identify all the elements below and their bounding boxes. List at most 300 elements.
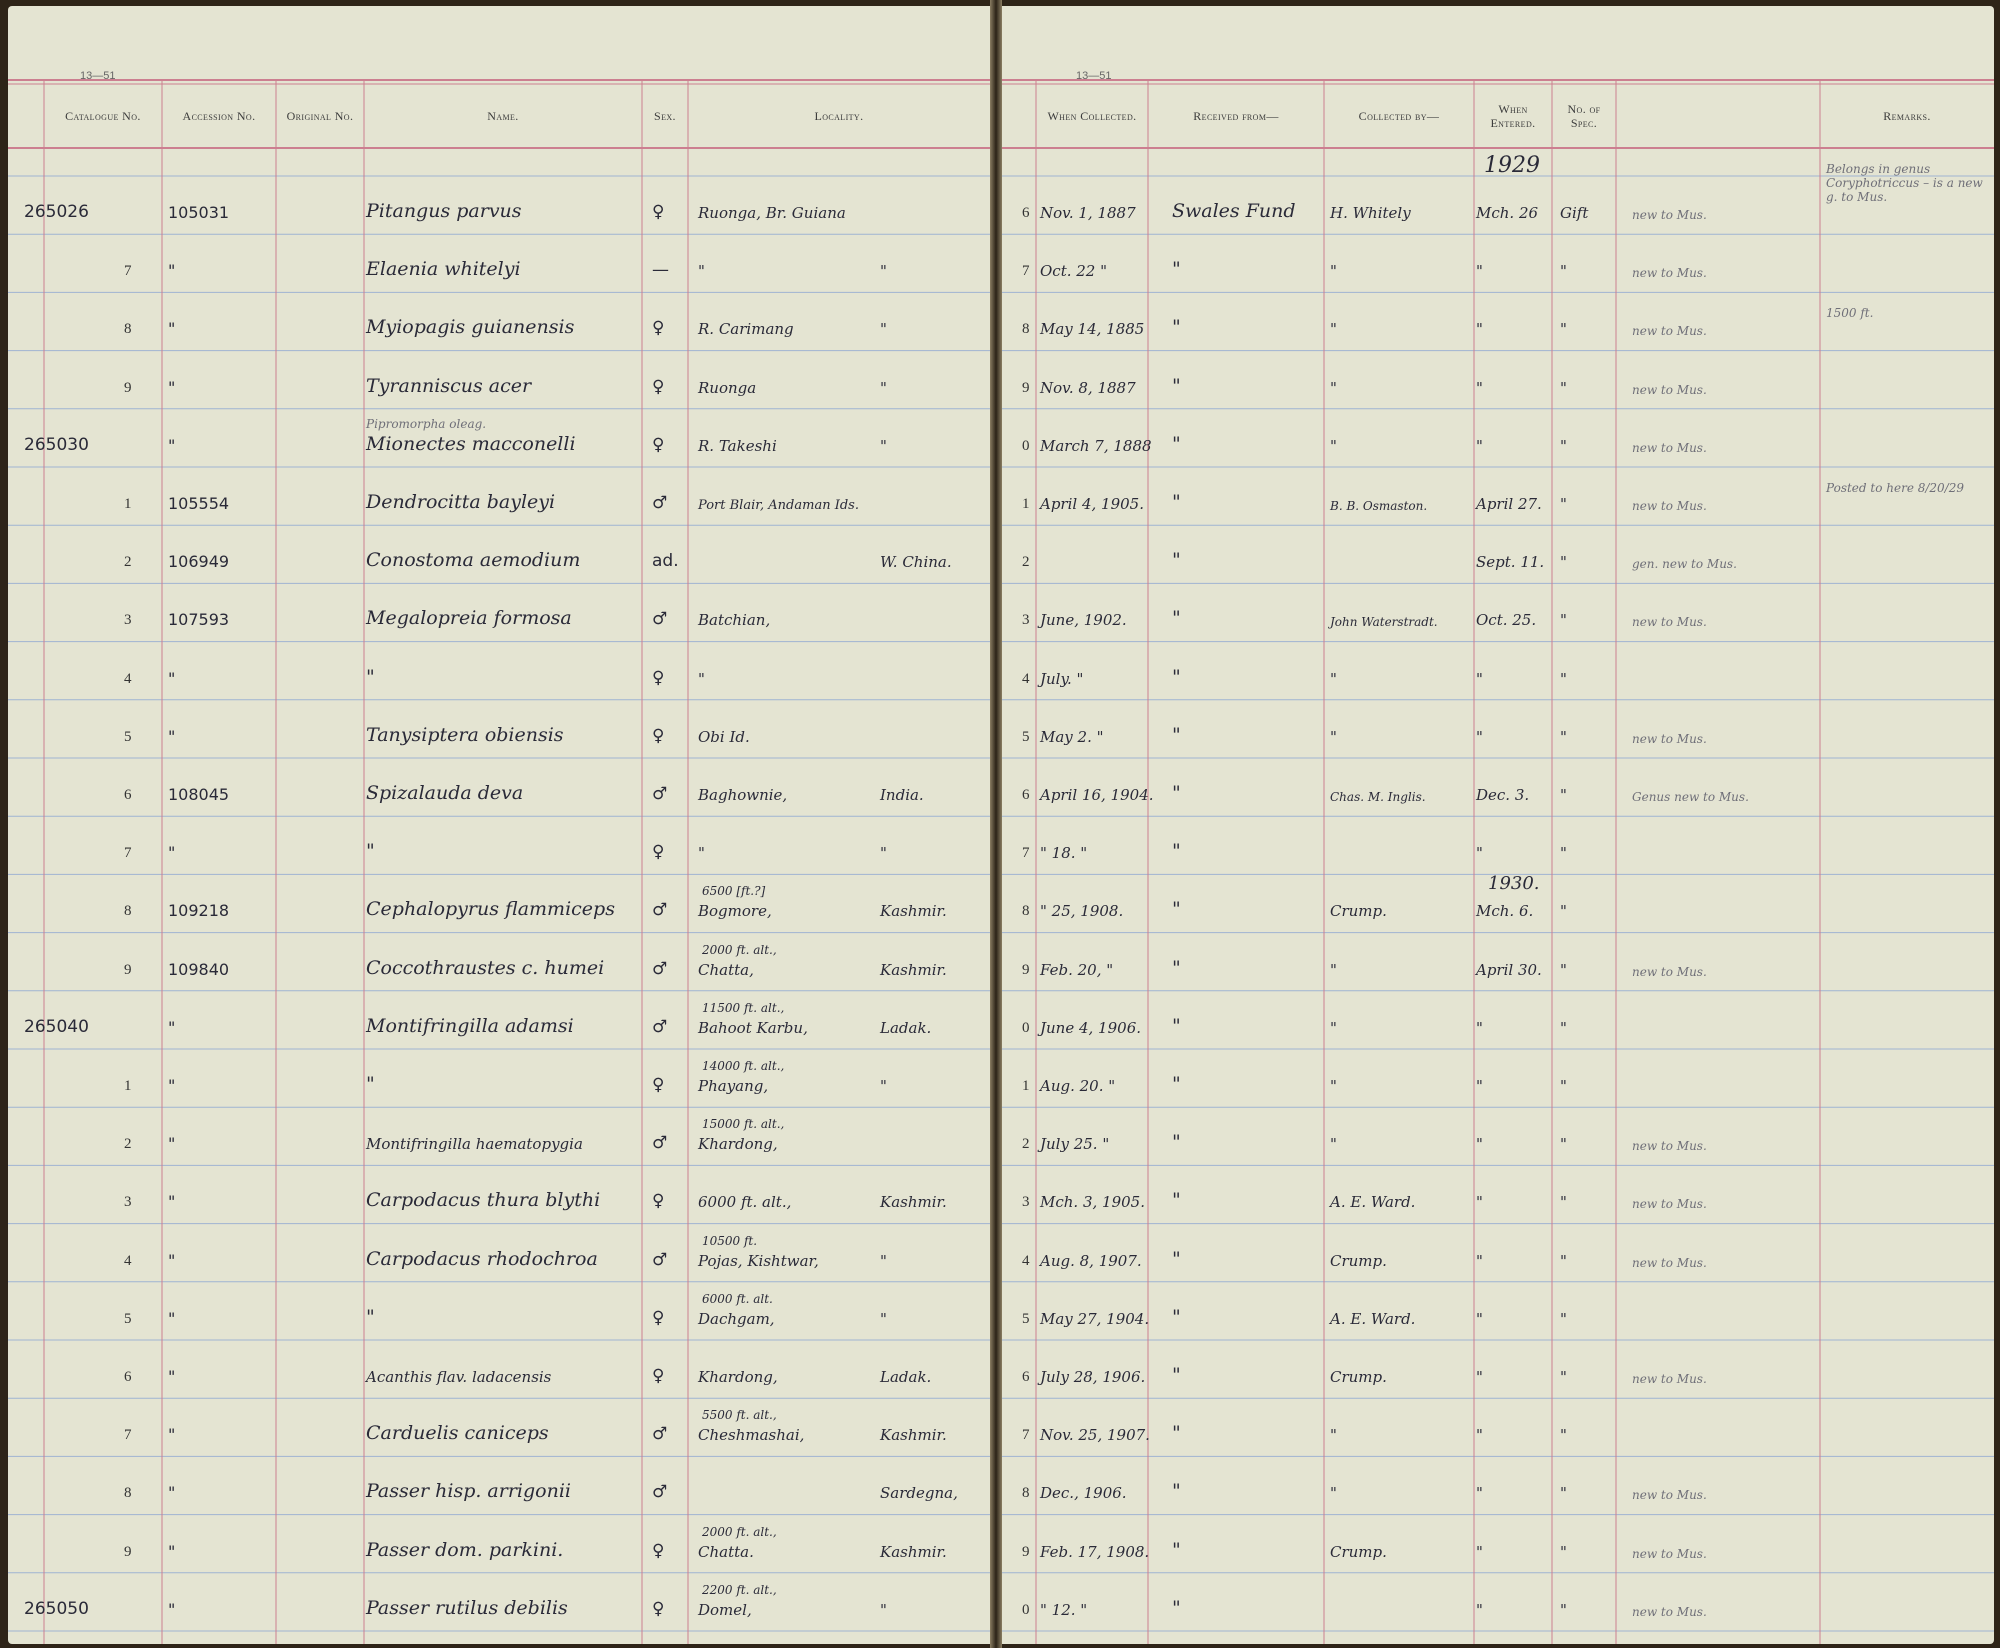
date-collected: Aug. 8, 1907. bbox=[1040, 1251, 1142, 1270]
date-collected: " 25, 1908. bbox=[1040, 902, 1124, 921]
locality: Cheshmashai, bbox=[698, 1426, 805, 1445]
species-name: Montifringilla adamsi bbox=[366, 1014, 574, 1037]
row-digit: 1 bbox=[1022, 1078, 1030, 1094]
museum-note: gen. new to Mus. bbox=[1632, 557, 1737, 572]
row-digit: 7 bbox=[1022, 845, 1030, 862]
received-from: " bbox=[1172, 956, 1181, 979]
spec-number: " bbox=[1560, 611, 1567, 630]
received-from: " bbox=[1172, 432, 1181, 455]
spec-number: " bbox=[1560, 436, 1567, 455]
date-entered: April 30. bbox=[1476, 960, 1542, 979]
locality: Ruonga bbox=[698, 378, 757, 397]
species-name: Carpodacus thura blythi bbox=[366, 1189, 601, 1212]
sex-symbol: ♀ bbox=[652, 725, 665, 746]
catalogue-number: 5 bbox=[124, 728, 132, 745]
received-from: " bbox=[1172, 723, 1181, 746]
sex-symbol: ♂ bbox=[652, 1249, 668, 1270]
species-name: Carpodacus rhodochroa bbox=[366, 1247, 598, 1270]
locality: Port Blair, Andaman Ids. bbox=[698, 498, 859, 513]
date-entered: Mch. 26 bbox=[1476, 204, 1539, 222]
museum-note: new to Mus. bbox=[1632, 1604, 1707, 1619]
altitude-note: 5500 ft. alt., bbox=[702, 1408, 777, 1423]
collected-by: Crump. bbox=[1330, 902, 1387, 921]
museum-note: new to Mus. bbox=[1632, 964, 1707, 979]
row-digit: 0 bbox=[1022, 437, 1030, 454]
sex-symbol: ♂ bbox=[652, 958, 668, 979]
spec-number: " bbox=[1560, 378, 1567, 397]
locality-region: Kashmir. bbox=[880, 1426, 947, 1445]
row-digit: 7 bbox=[1022, 1427, 1030, 1444]
accession-number: " bbox=[168, 1541, 176, 1561]
collected-by: " bbox=[1330, 1018, 1337, 1037]
year-mark-1929: 1929 bbox=[1484, 153, 1540, 178]
sex-symbol: ad. bbox=[652, 551, 679, 572]
row-digit: 0 bbox=[1022, 1019, 1030, 1036]
header-no-of-spec: No. of Spec. bbox=[1567, 102, 1601, 130]
accession-number: " bbox=[168, 377, 176, 397]
received-from: " bbox=[1172, 1189, 1181, 1212]
date-collected: Nov. 25, 1907. bbox=[1040, 1426, 1150, 1445]
catalogue-number: 265030 bbox=[24, 434, 89, 455]
date-collected: Nov. 1, 1887 bbox=[1040, 204, 1136, 222]
accession-number: 106949 bbox=[168, 552, 230, 572]
spec-number: " bbox=[1560, 902, 1567, 921]
sex-symbol: ♀ bbox=[652, 667, 665, 688]
altitude-note: 6500 [ft.?] bbox=[702, 884, 766, 899]
catalogue-number: 8 bbox=[124, 903, 132, 920]
date-entered: " bbox=[1476, 1309, 1483, 1328]
row-digit: 3 bbox=[1022, 1194, 1030, 1211]
altitude-note: 2200 ft. alt., bbox=[702, 1582, 777, 1597]
locality: " bbox=[698, 844, 705, 863]
sex-symbol: ♀ bbox=[652, 318, 665, 339]
catalogue-number: 8 bbox=[124, 1485, 132, 1502]
collected-by: Crump. bbox=[1330, 1368, 1387, 1386]
collected-by: A. E. Ward. bbox=[1330, 1193, 1416, 1212]
collected-by: H. Whitely bbox=[1330, 204, 1411, 222]
locality-region: Sardegna, bbox=[880, 1484, 958, 1503]
species-name: Elaenia whitelyi bbox=[366, 258, 521, 281]
received-from: " bbox=[1172, 316, 1181, 339]
spec-number: " bbox=[1560, 1077, 1567, 1095]
received-from: " bbox=[1172, 1364, 1181, 1386]
remark: 1500 ft. bbox=[1826, 306, 1874, 321]
locality: Ruonga, Br. Guiana bbox=[698, 204, 846, 222]
header-sex: Sex. bbox=[654, 109, 676, 124]
remark: Posted to here 8/20/29 bbox=[1826, 481, 1964, 495]
date-collected: July. " bbox=[1040, 669, 1084, 688]
accession-number: 105554 bbox=[168, 494, 230, 513]
collected-by: " bbox=[1330, 1426, 1337, 1445]
received-from: " bbox=[1172, 607, 1181, 630]
catalogue-number: 1 bbox=[124, 1078, 132, 1094]
locality-region: " bbox=[880, 262, 887, 281]
spec-number: " bbox=[1560, 669, 1567, 688]
received-from: " bbox=[1172, 1596, 1181, 1619]
header-when-entered: When Entered. bbox=[1490, 102, 1536, 130]
catalogue-number: 265026 bbox=[24, 202, 89, 222]
row-digit: 4 bbox=[1022, 1252, 1030, 1269]
species-name: " bbox=[366, 1305, 375, 1328]
date-collected: " 12. " bbox=[1040, 1600, 1088, 1619]
species-name: Carduelis caniceps bbox=[366, 1422, 549, 1445]
remark: Belongs in genus Coryphotriccus – is a new g. to Mus. bbox=[1826, 162, 1983, 204]
species-name: Myiopagis guianensis bbox=[366, 316, 575, 339]
date-entered: " bbox=[1476, 378, 1483, 397]
date-collected: Nov. 8, 1887 bbox=[1040, 378, 1136, 397]
altitude-note: 14000 ft. alt., bbox=[702, 1059, 785, 1073]
row-digit: 2 bbox=[1022, 1136, 1030, 1153]
received-from: " bbox=[1172, 491, 1181, 513]
catalogue-number: 6 bbox=[124, 787, 132, 803]
spec-number: " bbox=[1560, 1251, 1567, 1270]
locality: Pojas, Kishtwar, bbox=[698, 1251, 819, 1270]
catalogue-number: 4 bbox=[124, 670, 132, 687]
catalogue-number: 8 bbox=[124, 321, 132, 338]
collected-by: A. E. Ward. bbox=[1330, 1309, 1416, 1328]
collected-by: " bbox=[1330, 1077, 1337, 1095]
received-from: " bbox=[1172, 1073, 1181, 1095]
species-name: Tanysiptera obiensis bbox=[366, 723, 564, 746]
received-from: " bbox=[1172, 1422, 1181, 1445]
catalogue-number: 9 bbox=[124, 961, 132, 978]
locality: Phayang, bbox=[698, 1077, 769, 1095]
row-digit: 1 bbox=[1022, 496, 1030, 512]
catalogue-number: 5 bbox=[124, 1310, 132, 1327]
species-name: Passer hisp. arrigonii bbox=[366, 1480, 571, 1503]
accession-number: " bbox=[168, 1076, 176, 1095]
row-digit: 6 bbox=[1022, 205, 1030, 221]
accession-number: " bbox=[168, 319, 176, 339]
locality-region: " bbox=[880, 378, 887, 397]
sex-symbol: — bbox=[652, 260, 669, 281]
header-accession: Accession No. bbox=[182, 109, 256, 124]
species-name: Acanthis flav. ladacensis bbox=[366, 1368, 552, 1386]
row-digit: 6 bbox=[1022, 787, 1030, 803]
header-received-from: Received from— bbox=[1193, 109, 1279, 124]
header-remarks: Remarks. bbox=[1883, 109, 1931, 124]
year-mark-1930: 1930. bbox=[1488, 873, 1540, 894]
sex-symbol: ♂ bbox=[652, 1482, 668, 1503]
locality: 6000 ft. alt., bbox=[698, 1193, 792, 1212]
catalogue-number: 7 bbox=[124, 1427, 132, 1444]
spec-number: " bbox=[1560, 320, 1567, 339]
altitude-note: 15000 ft. alt., bbox=[702, 1117, 785, 1132]
received-from: " bbox=[1172, 1305, 1181, 1328]
altitude-note: 2000 ft. alt., bbox=[702, 1524, 777, 1539]
sex-symbol: ♂ bbox=[652, 1016, 668, 1037]
species-name: Conostoma aemodium bbox=[366, 549, 581, 572]
spec-number: " bbox=[1560, 786, 1567, 804]
header-blank bbox=[1616, 86, 1820, 148]
catalogue-number: 265050 bbox=[24, 1598, 89, 1619]
date-entered: April 27. bbox=[1476, 495, 1542, 513]
museum-note: new to Mus. bbox=[1632, 615, 1707, 630]
catalogue-number: 1 bbox=[124, 496, 132, 512]
locality: Domel, bbox=[698, 1600, 752, 1619]
species-name: Cephalopyrus flammiceps bbox=[366, 898, 615, 921]
sex-symbol: ♂ bbox=[652, 784, 668, 804]
collected-by: " bbox=[1330, 1484, 1337, 1503]
sex-symbol: ♀ bbox=[652, 434, 665, 455]
collected-by: Chas. M. Inglis. bbox=[1330, 790, 1426, 804]
collected-by: Crump. bbox=[1330, 1251, 1387, 1270]
spec-number: " bbox=[1560, 495, 1567, 513]
spec-number: " bbox=[1560, 1542, 1567, 1561]
received-from: " bbox=[1172, 258, 1181, 281]
species-name: Megalopreia formosa bbox=[366, 607, 572, 630]
row-digit: 6 bbox=[1022, 1369, 1030, 1385]
museum-note: new to Mus. bbox=[1632, 1139, 1707, 1154]
accession-number: " bbox=[168, 1017, 176, 1037]
museum-note: new to Mus. bbox=[1632, 266, 1707, 281]
sex-symbol: ♂ bbox=[652, 493, 668, 513]
date-entered: Mch. 6. bbox=[1476, 902, 1534, 921]
species-name: " bbox=[366, 1073, 375, 1095]
date-entered: Dec. 3. bbox=[1476, 786, 1530, 804]
locality-region: W. China. bbox=[880, 553, 952, 572]
row-digit: 3 bbox=[1022, 612, 1030, 629]
received-from: " bbox=[1172, 549, 1181, 572]
locality-region: " bbox=[880, 436, 887, 455]
accession-number: " bbox=[168, 1425, 176, 1445]
locality: Baghownie, bbox=[698, 786, 788, 804]
accession-number: " bbox=[168, 1192, 176, 1212]
accession-number: 105031 bbox=[168, 203, 230, 222]
catalogue-number: 4 bbox=[124, 1252, 132, 1269]
sex-symbol: ♀ bbox=[652, 1366, 665, 1386]
locality: Chatta, bbox=[698, 960, 754, 979]
locality-region: " bbox=[880, 1600, 887, 1619]
locality: Obi Id. bbox=[698, 727, 750, 746]
accession-number: 109840 bbox=[168, 959, 230, 979]
sex-symbol: ♀ bbox=[652, 1307, 665, 1328]
catalogue-number: 7 bbox=[124, 845, 132, 862]
altitude-note: 6000 ft. alt. bbox=[702, 1291, 773, 1306]
museum-note: new to Mus. bbox=[1632, 1488, 1707, 1503]
row-digit: 0 bbox=[1022, 1601, 1030, 1618]
species-name-annotation: Pipromorpha oleag. bbox=[366, 416, 487, 431]
locality: R. Carimang bbox=[698, 320, 794, 339]
date-entered: " bbox=[1476, 436, 1483, 455]
date-collected: June 4, 1906. bbox=[1040, 1018, 1142, 1037]
date-collected: Mch. 3, 1905. bbox=[1040, 1193, 1145, 1212]
date-entered: " bbox=[1476, 1368, 1483, 1386]
sex-symbol: ♀ bbox=[652, 1540, 665, 1561]
row-digit: 7 bbox=[1022, 263, 1030, 280]
species-name: Tyranniscus acer bbox=[366, 374, 532, 397]
locality-region: " bbox=[880, 1251, 887, 1270]
spec-number: " bbox=[1560, 553, 1567, 572]
spec-number: " bbox=[1560, 1135, 1567, 1154]
row-digit: 2 bbox=[1022, 554, 1030, 571]
locality: Batchian, bbox=[698, 611, 771, 630]
sex-symbol: ♀ bbox=[652, 1598, 665, 1619]
collected-by: " bbox=[1330, 320, 1337, 339]
date-collected: Oct. 22 " bbox=[1040, 262, 1108, 281]
header-name: Name. bbox=[487, 109, 519, 124]
date-collected: Feb. 20, " bbox=[1040, 960, 1114, 979]
header-collected-by: Collected by— bbox=[1358, 109, 1440, 124]
species-name: Mionectes macconelli bbox=[366, 432, 576, 455]
date-collected: " 18. " bbox=[1040, 844, 1088, 863]
date-collected: March 7, 1888 bbox=[1040, 436, 1152, 455]
received-from: " bbox=[1172, 1247, 1181, 1270]
spec-number: " bbox=[1560, 1600, 1567, 1619]
date-collected: Aug. 20. " bbox=[1040, 1077, 1116, 1095]
species-name: Coccothraustes c. humei bbox=[366, 956, 605, 979]
species-name: " bbox=[366, 665, 375, 688]
locality-region: " bbox=[880, 1309, 887, 1328]
collected-by: Crump. bbox=[1330, 1542, 1387, 1561]
sex-symbol: ♀ bbox=[652, 842, 665, 863]
sex-symbol: ♂ bbox=[652, 900, 668, 921]
accession-number: " bbox=[168, 726, 176, 746]
received-from: " bbox=[1172, 840, 1181, 863]
catalogue-number: 6 bbox=[124, 1369, 132, 1385]
locality: Bahoot Karbu, bbox=[698, 1018, 808, 1037]
locality-region: " bbox=[880, 1077, 887, 1095]
date-entered: " bbox=[1476, 669, 1483, 688]
collected-by: " bbox=[1330, 436, 1337, 455]
spec-number: Gift bbox=[1560, 204, 1589, 222]
accession-number: " bbox=[168, 1134, 176, 1154]
sex-symbol: ♀ bbox=[652, 376, 665, 397]
locality-region: Kashmir. bbox=[880, 960, 947, 979]
received-from: " bbox=[1172, 898, 1181, 921]
received-from: " bbox=[1172, 665, 1181, 688]
museum-note: new to Mus. bbox=[1632, 382, 1707, 397]
accession-number: 109218 bbox=[168, 901, 230, 921]
date-entered: " bbox=[1476, 1193, 1483, 1212]
museum-note: new to Mus. bbox=[1632, 208, 1707, 222]
row-digit: 9 bbox=[1022, 961, 1030, 978]
row-digit: 5 bbox=[1022, 728, 1030, 745]
locality: " bbox=[698, 262, 705, 281]
date-entered: " bbox=[1476, 320, 1483, 339]
header-when-collected: When Collected. bbox=[1047, 109, 1137, 124]
date-entered: " bbox=[1476, 262, 1483, 281]
row-digit: 8 bbox=[1022, 903, 1030, 920]
right-page-number: 13—51 bbox=[1076, 70, 1112, 82]
species-name: Pitangus parvus bbox=[366, 200, 522, 222]
accession-number: " bbox=[168, 843, 176, 863]
date-collected: Feb. 17, 1908. bbox=[1040, 1542, 1150, 1561]
catalogue-number: 265040 bbox=[24, 1016, 89, 1037]
row-digit: 9 bbox=[1022, 1543, 1030, 1560]
locality-region: Kashmir. bbox=[880, 1542, 947, 1561]
locality-region: " bbox=[880, 320, 887, 339]
museum-note: new to Mus. bbox=[1632, 1197, 1707, 1212]
date-entered: " bbox=[1476, 1135, 1483, 1154]
accession-number: " bbox=[168, 668, 176, 688]
header-catalogue: Catalogue No. bbox=[65, 109, 141, 124]
spec-number: " bbox=[1560, 1368, 1567, 1386]
catalogue-number: 3 bbox=[124, 612, 132, 629]
date-entered: Oct. 25. bbox=[1476, 611, 1537, 630]
collected-by: " bbox=[1330, 669, 1337, 688]
locality: Khardong, bbox=[698, 1368, 778, 1386]
received-from: Swales Fund bbox=[1172, 200, 1296, 222]
date-collected: May 14, 1885 bbox=[1040, 320, 1145, 339]
locality-region: India. bbox=[880, 786, 924, 804]
catalogue-number: 2 bbox=[124, 1136, 132, 1153]
species-name: Passer dom. parkini. bbox=[366, 1538, 564, 1561]
spec-number: " bbox=[1560, 727, 1567, 746]
date-collected: Dec., 1906. bbox=[1040, 1484, 1127, 1503]
catalogue-number: 2 bbox=[124, 554, 132, 571]
collected-by: " bbox=[1330, 960, 1337, 979]
sex-symbol: ♀ bbox=[652, 1075, 665, 1095]
museum-note: new to Mus. bbox=[1632, 1255, 1707, 1270]
species-name: " bbox=[366, 840, 375, 863]
row-digit: 9 bbox=[1022, 379, 1030, 396]
museum-note: new to Mus. bbox=[1632, 324, 1707, 339]
locality: Dachgam, bbox=[698, 1309, 775, 1328]
spec-number: " bbox=[1560, 1484, 1567, 1503]
received-from: " bbox=[1172, 1014, 1181, 1037]
spec-number: " bbox=[1560, 844, 1567, 863]
accession-number: " bbox=[168, 1599, 176, 1619]
species-name: Montifringilla haematopygia bbox=[366, 1135, 583, 1154]
sex-symbol: ♂ bbox=[652, 1424, 668, 1445]
sex-symbol: ♂ bbox=[652, 609, 668, 630]
accession-number: 107593 bbox=[168, 610, 230, 630]
row-digit: 8 bbox=[1022, 1485, 1030, 1502]
spec-number: " bbox=[1560, 1309, 1567, 1328]
date-collected: July 25. " bbox=[1040, 1135, 1110, 1154]
sex-symbol: ♂ bbox=[652, 1133, 668, 1154]
collected-by: John Waterstradt. bbox=[1330, 615, 1438, 630]
locality: Bogmore, bbox=[698, 902, 772, 921]
accession-number: " bbox=[168, 261, 176, 281]
accession-number: " bbox=[168, 1367, 176, 1386]
date-collected: April 16, 1904. bbox=[1040, 786, 1154, 804]
altitude-note: 2000 ft. alt., bbox=[702, 942, 777, 957]
collected-by: " bbox=[1330, 262, 1337, 281]
museum-note: Genus new to Mus. bbox=[1632, 790, 1749, 804]
date-collected: April 4, 1905. bbox=[1040, 495, 1144, 513]
accession-number: " bbox=[168, 435, 176, 455]
row-digit: 4 bbox=[1022, 670, 1030, 687]
accession-number: 108045 bbox=[168, 785, 230, 804]
date-collected: May 27, 1904. bbox=[1040, 1309, 1150, 1328]
catalogue-number: 9 bbox=[124, 379, 132, 396]
locality-region: Kashmir. bbox=[880, 902, 947, 921]
museum-note: new to Mus. bbox=[1632, 440, 1707, 455]
museum-note: new to Mus. bbox=[1632, 1372, 1707, 1386]
catalogue-number: 7 bbox=[124, 263, 132, 280]
spec-number: " bbox=[1560, 1426, 1567, 1445]
received-from: " bbox=[1172, 1538, 1181, 1561]
date-entered: " bbox=[1476, 1600, 1483, 1619]
date-collected: May 2. " bbox=[1040, 727, 1104, 746]
locality: R. Takeshi bbox=[698, 436, 777, 455]
header-original: Original No. bbox=[286, 109, 354, 124]
sex-symbol: ♀ bbox=[652, 202, 665, 222]
row-digit: 8 bbox=[1022, 321, 1030, 338]
altitude-note: 11500 ft. alt., bbox=[702, 1000, 785, 1015]
locality: Chatta. bbox=[698, 1542, 754, 1561]
catalogue-number: 3 bbox=[124, 1194, 132, 1211]
locality: " bbox=[698, 669, 705, 688]
date-entered: " bbox=[1476, 844, 1483, 863]
date-entered: " bbox=[1476, 1542, 1483, 1561]
accession-number: " bbox=[168, 1483, 176, 1503]
species-name: Dendrocitta bayleyi bbox=[366, 491, 556, 513]
museum-note: new to Mus. bbox=[1632, 499, 1707, 513]
catalogue-number: 9 bbox=[124, 1543, 132, 1560]
